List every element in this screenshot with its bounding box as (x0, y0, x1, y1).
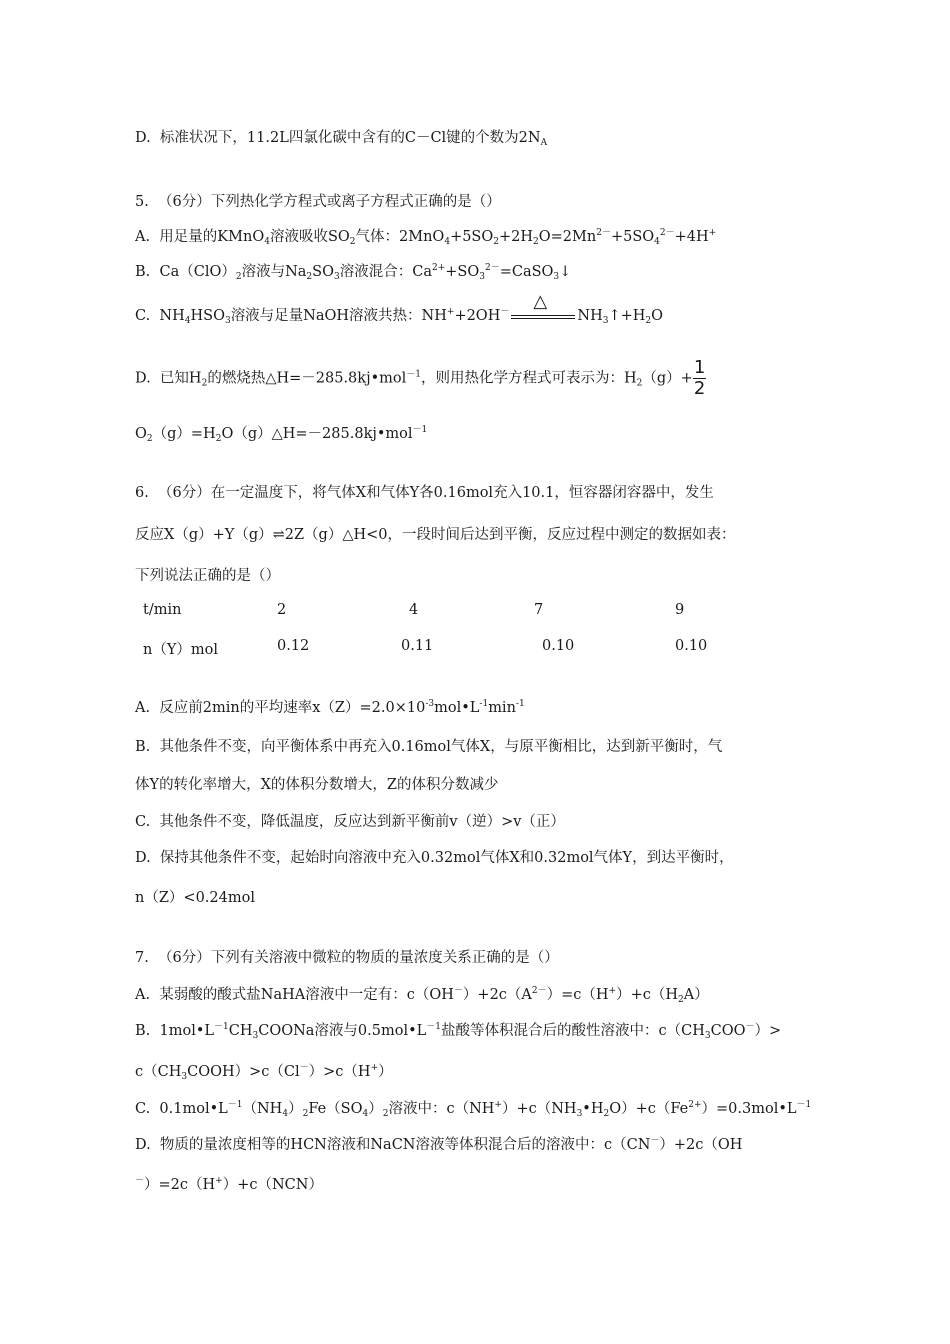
table-cell: 0.10 (675, 638, 708, 654)
table-cell: 7 (534, 602, 544, 618)
q6-option-a: A. 反应前2min的平均速率$x(Z)=2.0\times 10^{-3}mol•L^{-1}\min^{-1}$ (135, 699, 525, 716)
q7-option-a: A. 某弱酸的酸式盐NaHA溶液中一定有：$c(OH^-)+2c(A^{2-})=c(H^+)+c(H_2A)$ (135, 986, 709, 1005)
heating-equals-sign (511, 291, 575, 326)
table-cell: 2 (277, 602, 287, 618)
q5-option-d: D. 已知$H_2$的燃烧热△H=－285.8kj•mol$^{-1}$，则用热化学方程式可表示为：$H_2(g)+$ $\frac{1}{2}$ (135, 357, 706, 399)
q6-option-c: C. 其他条件不变，降低温度，反应达到新平衡前v（逆）>v（正） (135, 814, 565, 830)
table-cell: 0.12 (277, 638, 310, 654)
q6-option-b-2: 体Y的转化率增大，X的体积分数增大，Z的体积分数减少 (135, 777, 499, 793)
table-cell: 4 (409, 602, 419, 618)
q7-stem: 7. （6分）下列有关溶液中微粒的物质的量浓度关系正确的是（） (135, 950, 559, 966)
table-cell: n（Y）mol (143, 642, 219, 658)
delta-symbol: △ (533, 291, 548, 312)
q5-option-d-cont: $O_2(g)=H_2O(g)\triangle H=-285.8kj•mol^{-1}$ (135, 425, 428, 444)
q6-option-d-2: n（Z）<0.24mol (135, 890, 255, 906)
q7-option-b-2: $c(CH_3COOH)>c(Cl^-)>c(H^+)$ (135, 1063, 393, 1082)
q4-option-d-text: D. 标准状况下，11.2L四氯化碳中含有的C－Cl键的个数为2N (135, 130, 541, 146)
q5-option-a: A. 用足量的KMnO$_4$溶液吸收$SO_2$气体：$2MnO_4+5SO_2+2H_2O=2Mn^{2-}+5SO_4^{2-}+4H^+$ (135, 228, 717, 247)
q5-stem: 5. （6分）下列热化学方程式或离子方程式正确的是（） (135, 194, 501, 210)
q6-option-b-1: B. 其他条件不变，向平衡体系中再充入0.16mol气体X，与原平衡相比，达到新平衡时，气 (135, 739, 723, 755)
q7-option-c: C. $0.1mol•L^{-1}(NH_4)_2Fe(SO_4)_2$溶液中：$c(NH^+)+c(NH_3•H_2O)+c(Fe^{2+})=0.3mol•L^{-1}$ (135, 1100, 812, 1119)
q7-option-d-1: D. 物质的量浓度相等的HCN溶液和NaCN溶液等体积混合后的溶液中：c（CN－）+2c（OH (135, 1136, 743, 1153)
q4-option-d: D. 标准状况下，11.2L四氯化碳中含有的C－Cl键的个数为$2N_A$ (135, 130, 548, 148)
q6-stem-1: 6. （6分）在一定温度下，将气体X和气体Y各0.16mol充入10.1，恒容器闭容器中，发生 (135, 485, 714, 501)
q6-stem-3: 下列说法正确的是（） (135, 568, 280, 584)
q7-option-d-2: －）=2c（H+）+c（NCN） (135, 1176, 323, 1193)
table-cell: 0.11 (401, 638, 434, 654)
table-cell: t/min (143, 602, 182, 618)
table-cell: 0.10 (542, 638, 575, 654)
q7-option-b-1: B. $1mol•L^{-1}CH_3COONa$溶液与$0.5mol•L^{-1}$盐酸等体积混合后的酸性溶液中：$c(CH_3COO^-)>$ (135, 1022, 782, 1041)
q5-option-c: C. $NH_4HSO_3$溶液与足量NaOH溶液共热：NH++2OH－ △ $NH_3↑+H_2O$ (135, 291, 664, 326)
q6-option-d-1: D. 保持其他条件不变，起始时向溶液中充入0.32mol气体X和0.32mol气体Y，到达平衡时， (135, 850, 734, 866)
table-cell: 9 (675, 602, 685, 618)
q6-stem-2: 反应X（g）+Y（g）⇌2Z（g）△H<0，一段时间后达到平衡，反应过程中测定的数据如表： (135, 527, 736, 543)
q5-option-b: B. $Ca(ClO)_2$溶液与$Na_2SO_3$溶液混合：$Ca^{2+}+SO_3^{2-}=CaSO_3↓$ (135, 263, 572, 282)
fraction-one-half: $\frac{1}{2}$ (693, 357, 706, 399)
